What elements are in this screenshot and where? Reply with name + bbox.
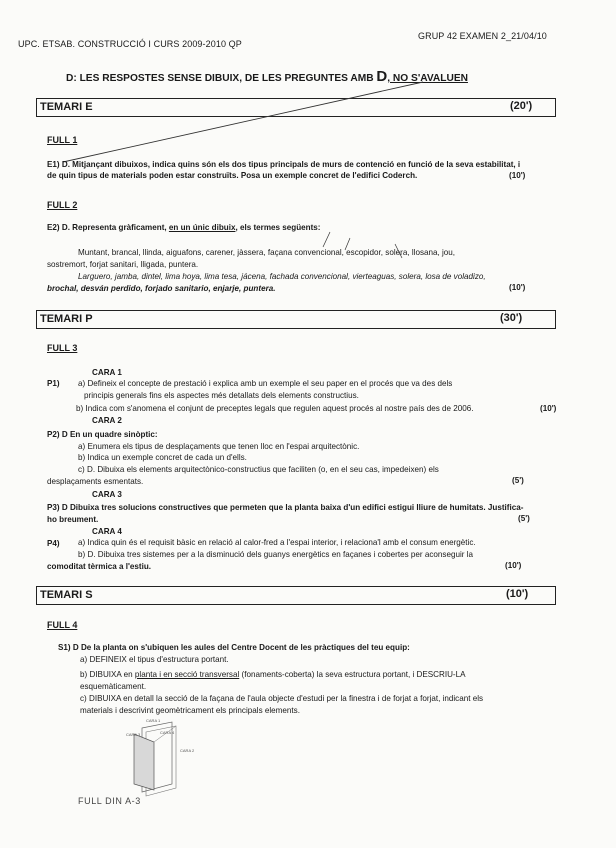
- s1b-suffix: (fonaments-coberta) la seva estructura portant, i DESCRIU-LA: [241, 670, 466, 679]
- p4c: comoditat tèrmica a l'estiu.: [47, 562, 152, 571]
- header-course: UPC. ETSAB. CONSTRUCCIÓ I CURS 2009-2010 QP: [18, 39, 242, 49]
- s1-head: S1) D De la planta on s'ubiquen les aules del Centre Docent de les pràctiques del teu equip:: [58, 643, 410, 652]
- cara-3-label: CARA 3: [92, 490, 122, 499]
- p4-label: P4): [47, 539, 60, 548]
- footer-label: FULL DIN A-3: [78, 796, 141, 806]
- p2c-line-2: desplaçaments esmentats.: [47, 477, 144, 486]
- e2-time: (10'): [509, 283, 526, 292]
- p1-label: P1): [47, 379, 60, 388]
- p2-time: (5'): [512, 476, 524, 485]
- header-exam: GRUP 42 EXAMEN 2_21/04/10: [418, 31, 547, 41]
- p4-time: (10'): [505, 561, 522, 570]
- p2b: b) Indica un exemple concret de cada un d'ells.: [78, 453, 247, 462]
- p1a-line-1: a) Defineix el concepte de prestació i explica amb un exemple el seu paper en el procés que va des dels: [78, 379, 453, 388]
- temari-e-time: (20'): [510, 100, 533, 112]
- notice-prefix: D: LES RESPOSTES SENSE DIBUIX, DE LES PREGUNTES AMB: [66, 73, 374, 84]
- full-4-heading: FULL 4: [47, 620, 78, 630]
- e1-line-2: de quin tipus de materials poden estar construïts. Posa un exemple concret de l'edifici Coderch.: [47, 171, 418, 180]
- temari-s-title: TEMARI S: [40, 589, 93, 601]
- e1-time: (10'): [509, 171, 526, 180]
- temari-e-title: TEMARI E: [40, 101, 93, 113]
- e2-terms-ca-2: sostremort, forjat sanitari, lligada, puntera.: [47, 260, 199, 269]
- e2-head: [47, 223, 321, 233]
- e2-underlined: en un únic dibuix: [168, 223, 236, 232]
- notice-suffix: , NO S'AVALUEN: [387, 73, 468, 84]
- sheet-sketch: [120, 714, 230, 804]
- p2c-line-1: c) D. Dibuixa els elements arquitectònico-constructius que faciliten (o, en el seu cas, impedeixen) els: [78, 465, 439, 474]
- p3-line-2: ho breument.: [47, 515, 99, 524]
- e2-terms-es-2: brochal, desván perdido, forjado sanitario, enjarje, puntera.: [47, 284, 276, 293]
- s1b-underlined: planta i en secció transversal: [134, 670, 240, 679]
- e1-line-1: E1) D. Mitjançant dibuixos, indica quins són els dos tipus principals de murs de contenció en funció de la seva estabilitat, i: [47, 160, 521, 169]
- p1-time: (10'): [540, 404, 557, 413]
- p4a: a) Indica quin és el requisit bàsic en relació al calor-fred a l'espai interior, i relaciona'l amb el consum energètic.: [78, 538, 476, 547]
- temari-s-box: [36, 586, 556, 605]
- s1c-line-1: c) DIBUIXA en detall la secció de la façana de l'aula objecte d'estudi per la finestra i de forjat a forjat, indicant els: [80, 694, 484, 703]
- p2a: a) Enumera els tipus de desplaçaments que tenen lloc en l'espai arquitectònic.: [78, 442, 360, 451]
- full-1-heading: FULL 1: [47, 135, 78, 145]
- temari-s-time: (10'): [506, 588, 529, 600]
- p1a-line-2: principis generals fins els aspectes més detallats dels elements constructius.: [84, 391, 359, 400]
- full-3-heading: FULL 3: [47, 343, 78, 353]
- p4b: b) D. Dibuixa tres sistemes per a la disminució dels guanys energètics en façanes i cobertes per aconseguir la: [78, 550, 473, 559]
- s1b-line-2: esquemàticament.: [80, 682, 147, 691]
- notice-d: D: [376, 68, 388, 85]
- e2-terms-es-1: Larguero, jamba, dintel, lima hoya, lima tesa, jácena, fachada convencional, vierteaguas, solera, losa de voladizo,: [78, 272, 486, 281]
- sketch-cara-2: CARA 2: [180, 748, 195, 753]
- p3-line-1: P3) D Dibuixa tres solucions constructives que permeten que la planta baixa d'un edifici estigui lliure de humitats. Justifica-: [47, 503, 524, 512]
- e2-prefix: E2) D. Representa gràficament,: [47, 223, 167, 232]
- sketch-cara-4: CARA 4: [160, 730, 175, 735]
- p3-time: (5'): [518, 514, 530, 523]
- temari-p-box: [36, 310, 556, 329]
- sketch-cara-1: CARA 1: [146, 718, 161, 723]
- s1a: a) DEFINEIX el tipus d'estructura portant.: [80, 655, 229, 664]
- cara-1-label: CARA 1: [92, 368, 122, 377]
- temari-p-time: (30'): [500, 312, 523, 324]
- cara-4-label: CARA 4: [92, 527, 122, 536]
- cara-2-label: CARA 2: [92, 416, 122, 425]
- temari-p-title: TEMARI P: [40, 313, 93, 325]
- p1b: b) Indica com s'anomena el conjunt de preceptes legals que regulen aquest procés al nostre país des de 2006.: [76, 404, 474, 413]
- full-2-heading: FULL 2: [47, 200, 78, 210]
- p2-head: P2) D En un quadre sinòptic:: [47, 430, 158, 439]
- s1c-line-2: materials i descrivint geomètricament els principals elements.: [80, 706, 300, 715]
- s1b-prefix: b) DIBUIXA en: [80, 670, 133, 679]
- e2-terms-ca-1: Muntant, brancal, llinda, aiguafons, carener, jàssera, façana convencional, escopidor, solera, llosana, jou,: [78, 248, 456, 257]
- s1b-line-1: [80, 670, 466, 680]
- e2-suffix: , els termes següents:: [235, 223, 321, 232]
- sketch-cara-3: CARA 3: [126, 732, 141, 737]
